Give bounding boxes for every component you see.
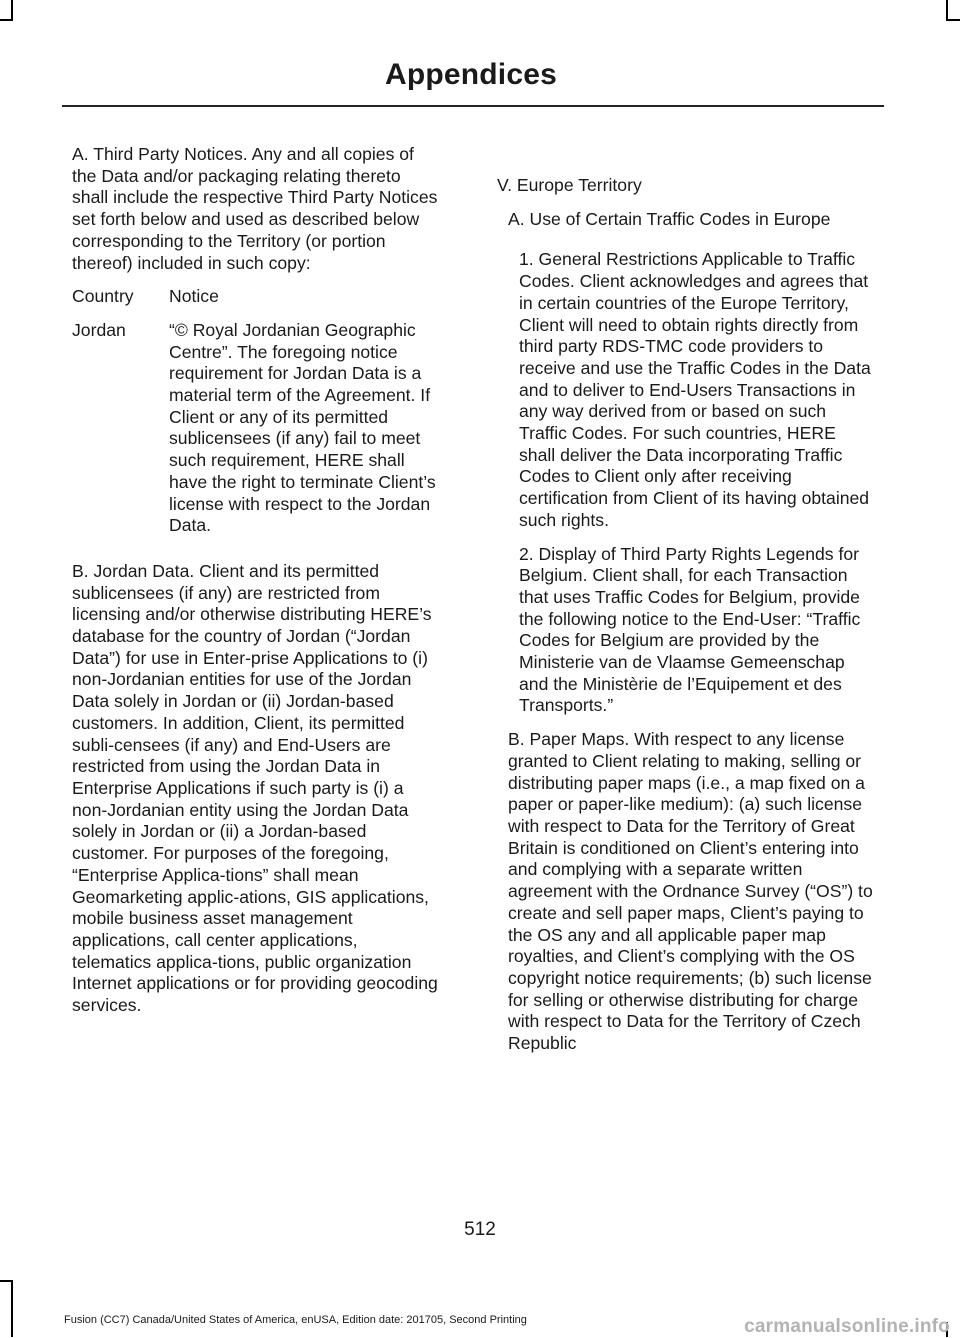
watermark: carmanualsonline.info (744, 1316, 950, 1337)
left-column (72, 144, 440, 1017)
column-header-notice: Notice (169, 286, 219, 307)
page-title: Appendices (384, 58, 557, 91)
paper-maps-paragraph: B. Paper Maps. With respect to any license granted to Client relating to making, selling or distributing paper maps (i.e., a map fixed on a paper or paper-like medium): (a) such license with respect to Data for the Territory of Great Britain is conditioned on Client’s entering into and complying with a separate written agreement with the Ordnance Survey (“OS”) to create and sell paper maps, Client’s paying to the OS any and all applicable paper map royalties, and Client’s complying with the OS copyright notice requirements; (b) such license for selling or otherwise distributing for charge with respect to Data for the Territory of Czech Republic (508, 729, 873, 1054)
third-party-notices-paragraph: A. Third Party Notices. Any and all copies of the Data and/or packaging relating thereto shall include the respective Third Party Notices set forth below and used as described below corresponding to the Territory (or portion thereof) included in such copy: (72, 144, 438, 273)
table-row (72, 320, 440, 549)
crop-mark-bottom-left-h (0, 1280, 13, 1282)
belgium-legends-paragraph: 2. Display of Third Party Rights Legends for Belgium. Client shall, for each Transaction that uses Traffic Codes for Belgium, provide the following notice to the End-User: “Traffic Codes for Belgium are provided by the Ministerie van de Vlaamse Gemeenschap and the Ministèrie de l’Equipement et des Transports.” (519, 543, 861, 716)
right-column (497, 144, 875, 1055)
crop-mark-bottom-left (11, 1280, 13, 1337)
column-header-country: Country (72, 286, 134, 307)
notice-table-header (72, 286, 440, 320)
footer-edition-info: Fusion (CC7) Canada/United States of America, enUSA, Edition date: 201705, Second Printing (64, 1314, 527, 1326)
traffic-codes-subheading: A. Use of Certain Traffic Codes in Europe (508, 208, 831, 229)
crop-mark-top-right (946, 0, 948, 20)
notice-table (72, 286, 440, 549)
jordan-data-paragraph: B. Jordan Data. Client and its permitted sublicensees (if any) are restricted from licensing and/or otherwise distributing HERE’s database for the country of Jordan (“Jordan Data”) for use in Enter-prise Applications to (i) non-Jordanian entities for use of the Jordan Data solely in Jordan or (ii) Jordan-based customers. In addition, Client, its permitted subli-censees (if any) and End-Users are restricted from using the Jordan Data in Enterprise Applications if such party is (i) a non-Jordanian entity using the Jordan Data solely in Jordan or (ii) a Jordan-based customer. For purposes of the foregoing, “Enterprise Applica-tions” shall mean Geomarketing applic-ations, GIS applications, mobile business asset management applications, call center applications, telematics applica-tions, public organization Internet applications or for providing geocoding services. (72, 560, 438, 1016)
crop-mark-top-left (11, 0, 13, 20)
country-cell: Jordan (72, 319, 126, 340)
header-divider (62, 105, 884, 107)
notice-cell: “© Royal Jordanian Geographic Centre”. The foregoing notice requirement for Jordan Data is a material term of the Agreement. If Client or any of its permitted sublicensees (if any) fail to meet such requirement, HERE shall have the right to terminate Client’s license with respect to the Jordan Data. (169, 319, 436, 536)
general-restrictions-paragraph: 1. General Restrictions Applicable to Traffic Codes. Client acknowledges and agrees that in certain countries of the Europe Territory, Client will need to obtain rights directly from third party RDS-TMC code providers to receive and use the Traffic Codes in the Data and to deliver to End-Users Transactions in any way derived from or based on such Traffic Codes. For such countries, HERE shall deliver the Data incorporating Traffic Codes to Client only after receiving certification from Client of its having obtained such rights. (519, 249, 871, 530)
crop-mark-top-right-h (946, 19, 960, 21)
europe-territory-heading: V. Europe Territory (497, 175, 642, 195)
crop-mark-top-left-h (0, 19, 13, 21)
page-number: 512 (464, 1219, 496, 1240)
